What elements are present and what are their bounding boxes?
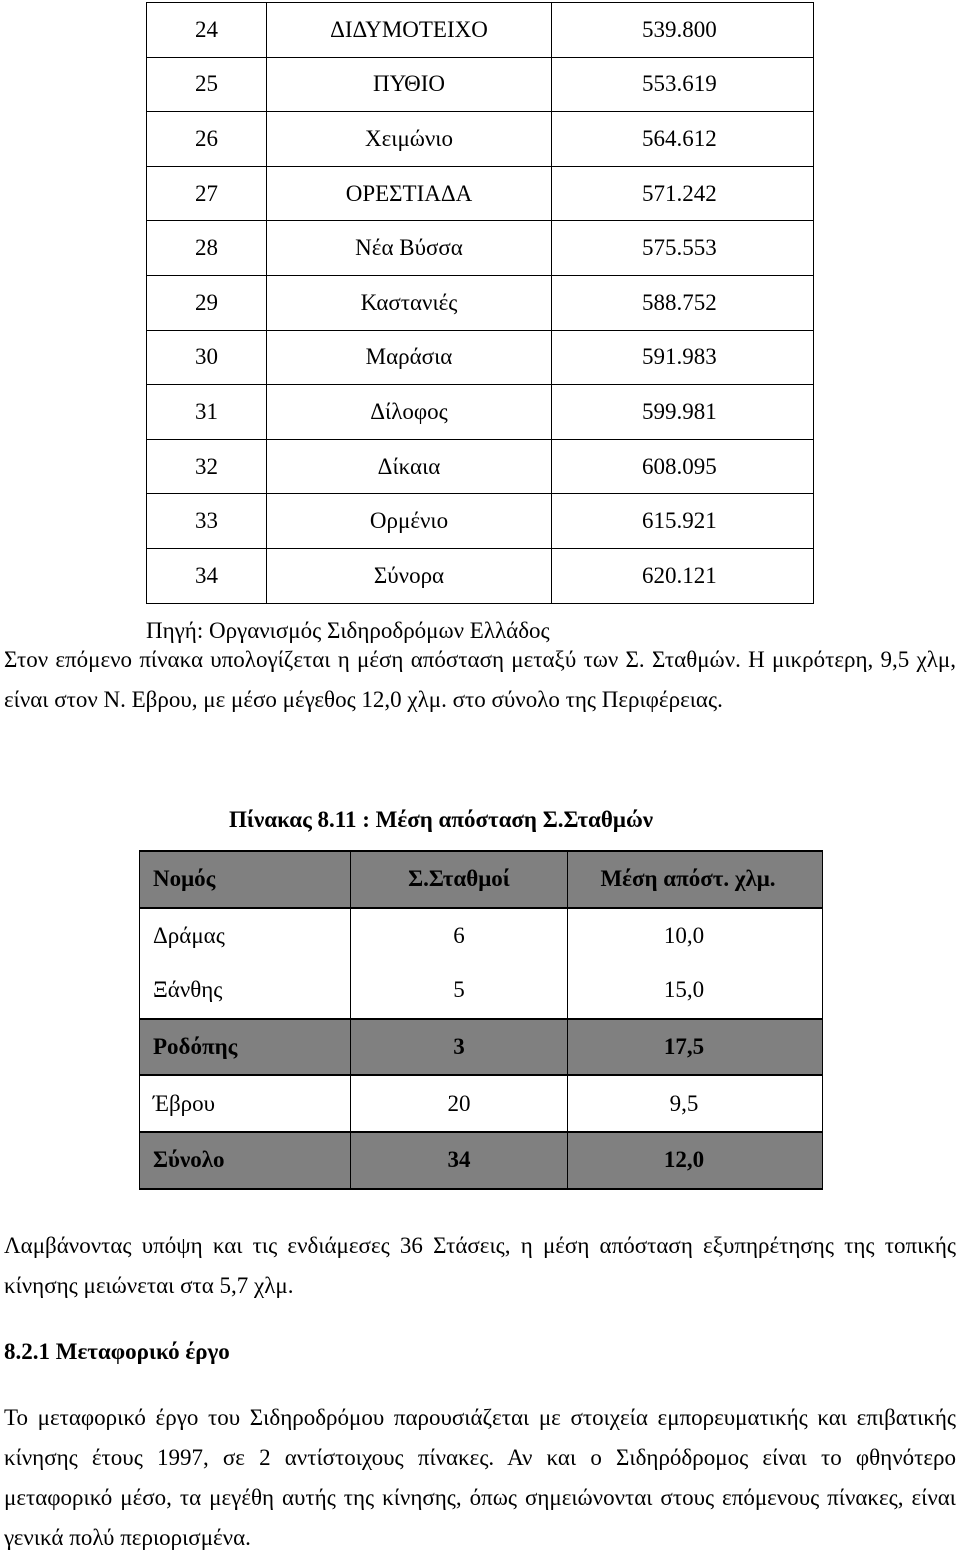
table-source-note: Πηγή: Οργανισμός Σιδηροδρόμων Ελλάδος [146, 618, 550, 643]
table-total-row [140, 1132, 823, 1189]
paragraph-intro: Στον επόμενο πίνακα υπολογίζεται η μέση απόσταση μεταξύ των Σ. Σταθμών. Η μικρότερη, 9,5 χλμ, είναι στον Ν. Εβρου, με μέσο μέγεθος 12,0 χλμ. στο σύνολο της Περιφέρειας. [4, 647, 956, 712]
paragraph-transport-work: Το μεταφορικό έργο του Σιδηροδρόμου παρουσιάζεται με στοιχεία εμπορευματικής και επιβατικής κίνησης έτους 1997, σε 2 αντίστοιχους πίνακες. Αν και ο Σιδηρόδρομος είναι το φθηνότερο μεταφορικό μέσο, τα μεγέθη αυτής της κίνησης, όπως σημειώνονται στους επόμενους πίνακες, είναι γενικά πολύ περιορισμένα. [4, 1405, 956, 1550]
table-caption: Πίνακας 8.11 : Μέση απόσταση Σ.Σταθμών [229, 807, 654, 832]
average-distance: 17,5 [568, 1019, 823, 1076]
station-name: Καστανιές [267, 275, 552, 330]
station-number: 26 [147, 112, 267, 167]
total-label: Σύνολο [140, 1132, 351, 1189]
station-number: 25 [147, 57, 267, 112]
table-row [147, 330, 814, 385]
header-stations: Σ.Σταθμοί [351, 851, 568, 908]
table-row [147, 494, 814, 549]
station-distance: 575.553 [552, 221, 814, 276]
station-count: 6 [351, 908, 568, 964]
station-number: 24 [147, 3, 267, 58]
average-distance: 15,0 [568, 963, 823, 1019]
table-row [147, 112, 814, 167]
table-header-row [140, 851, 823, 908]
station-number: 32 [147, 439, 267, 494]
station-name: Ορμένιο [267, 494, 552, 549]
station-count: 5 [351, 963, 568, 1019]
station-distance: 620.121 [552, 548, 814, 603]
table-row [147, 439, 814, 494]
station-name: ΟΡΕΣΤΙΑΔΑ [267, 166, 552, 221]
station-distance: 591.983 [552, 330, 814, 385]
station-distance-table [146, 2, 814, 604]
station-number: 34 [147, 548, 267, 603]
station-name: Δίκαια [267, 439, 552, 494]
station-name: Νέα Βύσσα [267, 221, 552, 276]
average-distance-table [139, 850, 823, 1190]
station-name: ΠΥΘΙΟ [267, 57, 552, 112]
region-name: Έβρου [140, 1075, 351, 1132]
table-row [140, 963, 823, 1019]
station-number: 27 [147, 166, 267, 221]
header-average-distance: Μέση απόστ. χλμ. [568, 851, 823, 908]
table-row [147, 57, 814, 112]
table-row [147, 275, 814, 330]
station-name: ΔΙΔΥΜΟΤΕΙΧΟ [267, 3, 552, 58]
table-row [147, 3, 814, 58]
station-number: 33 [147, 494, 267, 549]
station-distance: 564.612 [552, 112, 814, 167]
station-distance: 608.095 [552, 439, 814, 494]
station-distance: 599.981 [552, 385, 814, 440]
station-name: Χειμώνιο [267, 112, 552, 167]
table-row [140, 908, 823, 964]
station-number: 31 [147, 385, 267, 440]
station-name: Μαράσια [267, 330, 552, 385]
header-region: Νομός [140, 851, 351, 908]
station-name: Δίλοφος [267, 385, 552, 440]
table-row [147, 548, 814, 603]
station-distance: 588.752 [552, 275, 814, 330]
table-row [147, 166, 814, 221]
station-distance: 553.619 [552, 57, 814, 112]
station-count: 20 [351, 1075, 568, 1132]
average-distance: 10,0 [568, 908, 823, 964]
station-number: 29 [147, 275, 267, 330]
station-count: 3 [351, 1019, 568, 1076]
station-number: 30 [147, 330, 267, 385]
section-heading: 8.2.1 Μεταφορικό έργο [4, 1339, 230, 1364]
table-row [140, 1075, 823, 1132]
region-name: Ροδόπης [140, 1019, 351, 1076]
table-row [147, 221, 814, 276]
table-row [140, 1019, 823, 1076]
station-name: Σύνορα [267, 548, 552, 603]
station-number: 28 [147, 221, 267, 276]
station-distance: 539.800 [552, 3, 814, 58]
paragraph-stops: Λαμβάνοντας υπόψη και τις ενδιάμεσες 36 Στάσεις, η μέση απόσταση εξυπηρέτησης της τοπικής κίνησης μειώνεται στα 5,7 χλμ. [4, 1233, 956, 1298]
station-distance: 615.921 [552, 494, 814, 549]
table-row [147, 385, 814, 440]
total-stations: 34 [351, 1132, 568, 1189]
average-distance: 9,5 [568, 1075, 823, 1132]
station-distance: 571.242 [552, 166, 814, 221]
total-average-distance: 12,0 [568, 1132, 823, 1189]
region-name: Ξάνθης [140, 963, 351, 1019]
region-name: Δράμας [140, 908, 351, 964]
